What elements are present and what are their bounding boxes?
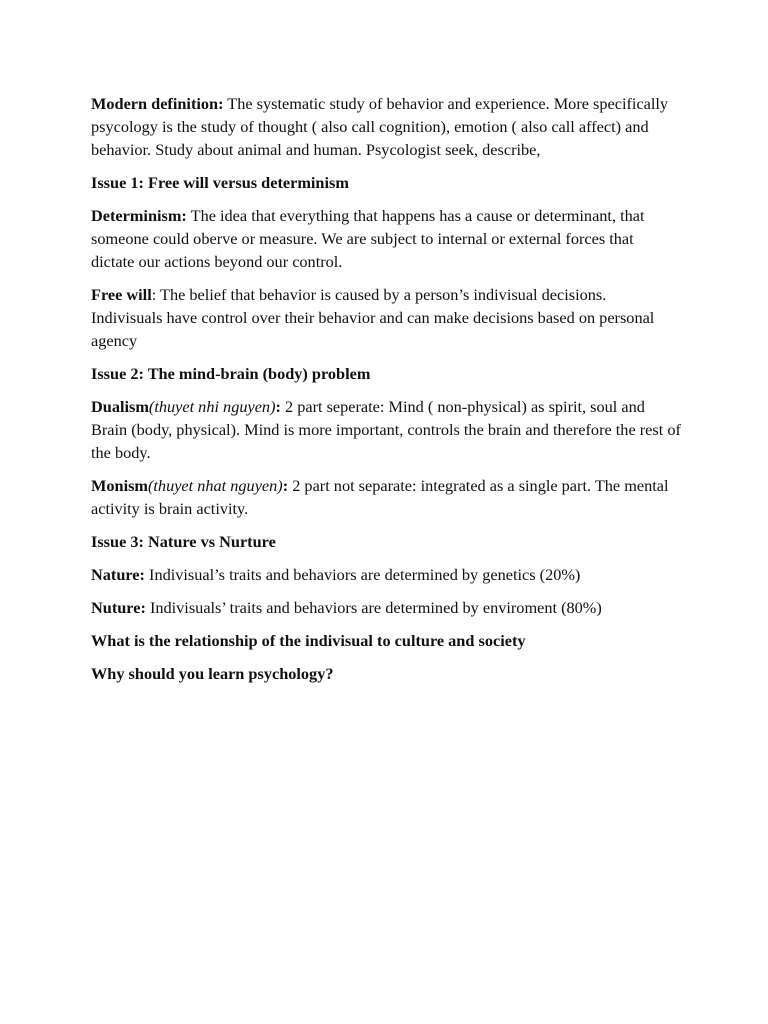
dualism-term: Dualism <box>91 397 149 416</box>
nuture-text: Indivisuals’ traits and behaviors are determined by enviroment (80%) <box>145 598 602 617</box>
issue-2-heading: Issue 2: The mind-brain (body) problem <box>91 364 371 383</box>
nuture-paragraph <box>91 596 681 619</box>
nature-text: Indivisual’s traits and behaviors are determined by genetics (20%) <box>144 565 581 584</box>
monism-paragraph <box>91 474 681 520</box>
dualism-note: (thuyet nhi nguyen) <box>148 397 276 416</box>
modern-definition-paragraph <box>91 92 681 161</box>
free-will-term: Free will <box>91 285 152 304</box>
monism-text: 2 part not separate: integrated as a single part. The mental activity is brain activity. <box>91 476 669 518</box>
determinism-paragraph <box>91 204 681 273</box>
modern-definition-term: Modern definition: <box>91 94 224 113</box>
modern-definition-text: The systematic study of behavior and experience. More specifically psycology is the study of thought ( also call cognition), emotion ( also call affect) and behavior. Study about animal and human. Psycologist seek, describe, <box>91 94 669 159</box>
monism-colon: : <box>282 476 289 495</box>
dualism-text: 2 part seperate: Mind ( non-physical) as spirit, soul and Brain (body, physical). Mind is more important, controls the brain and therefore the rest of the body. <box>91 397 681 462</box>
monism-note: (thuyet nhat nguyen) <box>147 476 283 495</box>
monism-term: Monism <box>91 476 148 495</box>
question-culture-society: What is the relationship of the indivisual to culture and society <box>91 631 526 650</box>
nature-term: Nature: <box>91 565 145 584</box>
document-page <box>91 92 681 695</box>
nature-paragraph <box>91 563 681 586</box>
question-learn-psychology: Why should you learn psychology? <box>91 664 334 683</box>
dualism-paragraph <box>91 395 681 464</box>
issue-3-heading: Issue 3: Nature vs Nurture <box>91 532 276 551</box>
dualism-colon: : <box>275 397 281 416</box>
free-will-text: : The belief that behavior is caused by a person’s indivisual decisions. Indivisuals have control over their behavior and can make decisions based on personal agency <box>91 285 655 350</box>
determinism-term: Determinism: <box>91 206 187 225</box>
issue-1-heading: Issue 1: Free will versus determinism <box>91 173 349 192</box>
free-will-paragraph <box>91 283 681 352</box>
determinism-text: The idea that everything that happens has a cause or determinant, that someone could oberve or measure. We are subject to internal or external forces that dictate our actions beyond our control. <box>91 206 645 271</box>
nuture-term: Nuture: <box>91 598 146 617</box>
